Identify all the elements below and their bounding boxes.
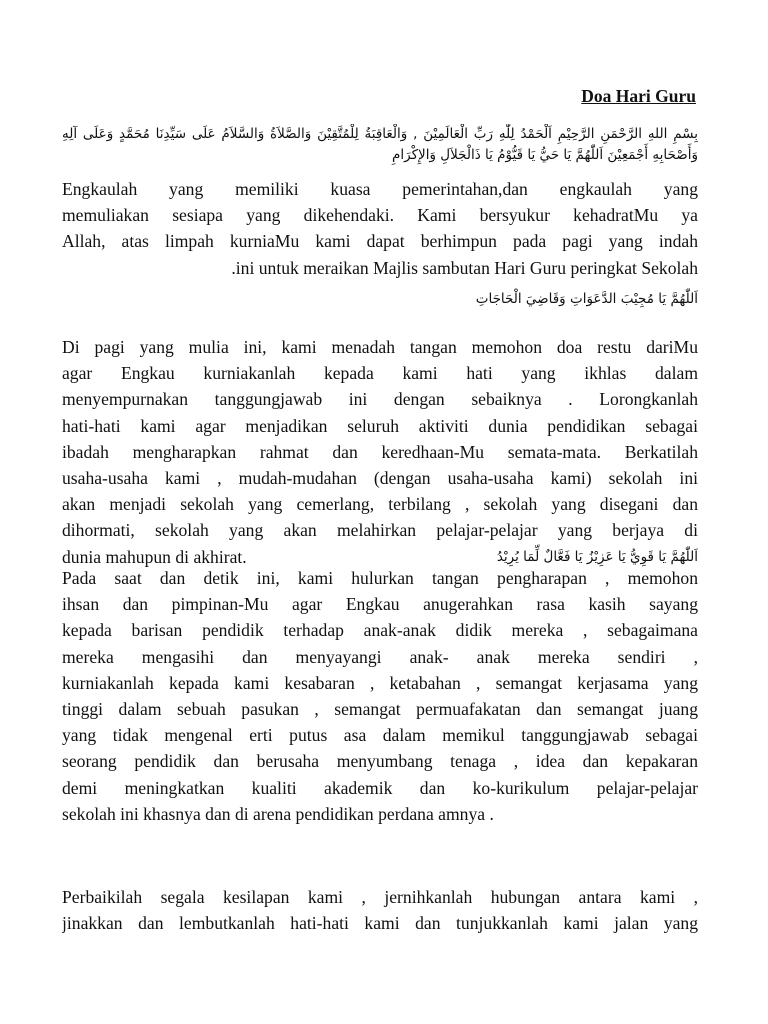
paragraph-3-line: sekolah ini khasnya dan di arena pendidikan perdana amnya .: [62, 803, 494, 824]
paragraph-3-line: mereka mengasihi dan menyayangi anak- anak mereka sendiri ,: [62, 646, 698, 667]
arabic-opening-prayer: بِسْمِ اللهِ الرَّحْمَنِ الرَّحِيْمِ اَلْحَمْدُ لِلّٰهِ رَبِّ الْعَالَمِيْنَ , وَالْعَاقِبَةُ لِلْمُتَّقِيْنَ وَالصَّلاَةُ وَالسَّلاَمُ عَلَى سَيِّدِنَا مُحَمَّدٍ وَعَلَى آلِهِ وَأَصْحَابِهِ أَجْمَعِيْنَ اَللّٰهُمَّ يَا حَيُّ يَا قَيُّوْمُ يَا ذَالْجَلاَلِ وَالإِكْرَامِ: [62, 126, 698, 163]
paragraph-3-line: Pada saat dan detik ini, kami hulurkan tangan pengharapan , memohon: [62, 568, 698, 588]
paragraph-1-line: memuliakan sesiapa yang dikehendaki. Kami bersyukur kehadratMu ya: [62, 205, 698, 226]
paragraph-1: [62, 176, 698, 281]
paragraph-4-line: jinakkan dan lembutkanlah hati-hati kami dan tunjukkanlah kami jalan yang: [62, 913, 698, 934]
paragraph-2-line: hati-hati kami agar menjadikan seluruh aktiviti dunia pendidikan sebagai: [62, 415, 698, 436]
paragraph-2-line: ibadah mengharapkan rahmat dan keredhaan-Mu semata-mata. Berkatilah: [62, 441, 698, 462]
paragraph-3-line: kurniakanlah kepada kami kesabaran , ketabahan , semangat kerjasama yang: [62, 672, 698, 693]
paragraph-2: [62, 334, 698, 570]
arabic-invocation-2: اَللّٰهُمَّ يَا مُجِيْبَ الدَّعَوَاتِ وَقَاضِيَ الْحَاجَاتِ: [475, 291, 698, 307]
paragraph-2-line: agar Engkau kurniakanlah kepada kami hati yang ikhlas dalam: [62, 363, 698, 384]
paragraph-2-line: Di pagi yang mulia ini, kami menadah tangan memohon doa restu dariMu: [62, 337, 698, 357]
paragraph-3: [62, 565, 698, 827]
paragraph-3-line: seorang pendidik dan berusaha menyumbang tenaga , idea dan kepakaran: [62, 751, 698, 772]
paragraph-1-line: Engkaulah yang memiliki kuasa pemerintahan,dan engkaulah yang: [62, 179, 698, 199]
paragraph-2-line: dunia mahupun di akhirat.: [62, 546, 247, 567]
paragraph-1-line: .ini untuk meraikan Majlis sambutan Hari Guru peringkat Sekolah: [231, 257, 698, 278]
paragraph-4-line: Perbaikilah segala kesilapan kami , jernihkanlah hubungan antara kami ,: [62, 887, 698, 907]
paragraph-2-line: dihormati, sekolah yang akan melahirkan pelajar-pelajar yang berjaya di: [62, 520, 698, 541]
paragraph-3-line: tinggi dalam sebuah pasukan , semangat permuafakatan dan semangat juang: [62, 699, 698, 720]
document-title: Doa Hari Guru: [581, 86, 696, 106]
paragraph-2-line: usaha-usaha kami , mudah-mudahan (dengan usaha-usaha kami) sekolah ini: [62, 468, 698, 489]
arabic-invocation-3: اَللّٰهُمَّ يَا قَوِيُّ يَا عَزِيْزُ يَا فَعَّالٌ لِّمَا يُرِيْدُ: [496, 549, 698, 565]
paragraph-3-line: kepada barisan pendidik terhadap anak-anak didik mereka , sebagaimana: [62, 620, 698, 641]
paragraph-1-line: Allah, atas limpah kurniaMu kami dapat berhimpun pada pagi yang indah: [62, 231, 698, 252]
paragraph-3-line: demi meningkatkan kualiti akademik dan ko-kurikulum pelajar-pelajar: [62, 777, 698, 798]
paragraph-4: [62, 884, 698, 936]
paragraph-3-line: ihsan dan pimpinan-Mu agar Engkau anugerahkan rasa kasih sayang: [62, 594, 698, 615]
paragraph-2-line: akan menjadi sekolah yang cemerlang, terbilang , sekolah yang disegani dan: [62, 494, 698, 515]
paragraph-2-line: menyempurnakan tanggungjawab ini dengan sebaiknya . Lorongkanlah: [62, 389, 698, 410]
paragraph-3-line: yang tidak mengenal erti putus asa dalam memikul tanggungjawab sebagai: [62, 725, 698, 746]
